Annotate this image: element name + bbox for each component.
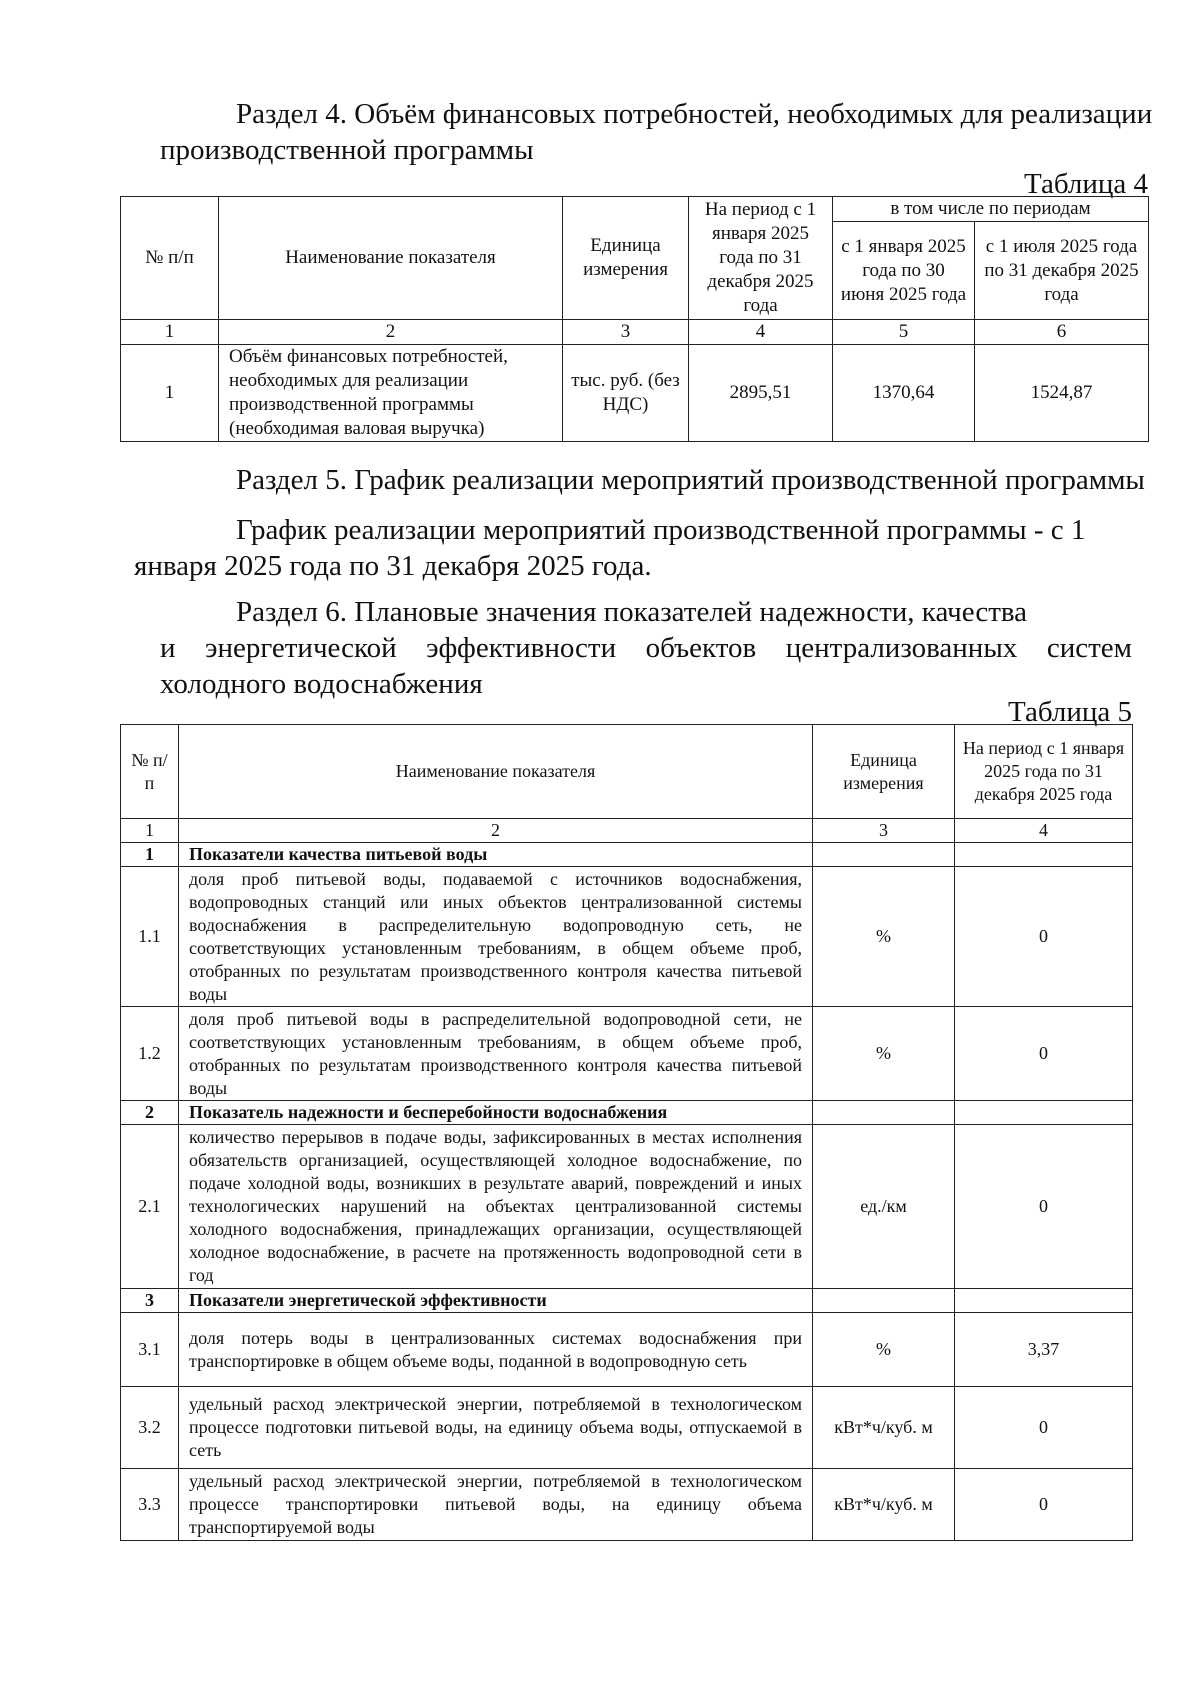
table4-caption: Таблица 4 [1023, 168, 1148, 200]
t5-row-unit: кВт*ч/куб. м [813, 1387, 955, 1469]
t5-row-name: доля проб питьевой воды, подаваемой с источников водоснабжения, водопроводных станций или иных объектов централизованной системы водоснабжения в распределительную водопроводную сеть, не соответствующих установленным требованиям, в общем объеме проб, отобранных по результатам производственного контроля качества питьевой воды [179, 867, 813, 1007]
section6-heading-line3: холодного водоснабжения [160, 668, 483, 700]
t5-row-value: 0 [955, 1007, 1133, 1101]
section4-heading-line1: Раздел 4. Объём финансовых потребностей, необходимых для реализации [236, 98, 1153, 130]
table-row [121, 345, 1149, 442]
section4-heading-line2: производственной программы [160, 134, 534, 166]
table-row [121, 1125, 1133, 1289]
t4-header-num: № п/п [121, 197, 219, 320]
section5-para-line2: января 2025 года по 31 декабря 2025 года. [134, 550, 652, 582]
table-row [121, 867, 1133, 1007]
t5-colnum: 4 [955, 819, 1133, 843]
t5-row-value: 0 [955, 1125, 1133, 1289]
t5-row-name: количество перерывов в подаче воды, зафиксированных в местах исполнения обязательств организацией, осуществляющей холодное водоснабжение, по подаче холодной воды, возникших в результате аварий, повреждений и иных технологических нарушений на объектах централизованной системы холодного водоснабжения, принадлежащих организации, осуществляющей холодное водоснабжение, в расчете на протяженность водопроводной сети в год [179, 1125, 813, 1289]
t4-colnum: 6 [975, 320, 1149, 345]
t5-row-unit: % [813, 1007, 955, 1101]
table-row [121, 1007, 1133, 1101]
t5-row-unit [813, 1101, 955, 1125]
t5-row-num: 2.1 [121, 1125, 179, 1289]
t5-row-unit [813, 1289, 955, 1313]
t4-row-unit: тыс. руб. (без НДС) [563, 345, 689, 442]
t4-colnum: 1 [121, 320, 219, 345]
t5-row-unit: кВт*ч/куб. м [813, 1469, 955, 1541]
t5-header-period: На период с 1 января 2025 года по 31 декабря 2025 года [955, 725, 1133, 819]
t4-header-p2: с 1 июля 2025 года по 31 декабря 2025 года [975, 222, 1149, 320]
t5-row-value [955, 1101, 1133, 1125]
t4-header-incl: в том числе по периодам [833, 197, 1149, 222]
t5-row-num: 2 [121, 1101, 179, 1125]
t5-colnum: 1 [121, 819, 179, 843]
t5-row-num: 1 [121, 843, 179, 867]
t4-row-num: 1 [121, 345, 219, 442]
t5-row-value [955, 843, 1133, 867]
t4-colnum: 5 [833, 320, 975, 345]
t5-row-num: 1.1 [121, 867, 179, 1007]
t4-header-name: Наименование показателя [219, 197, 563, 320]
t5-row-num: 3.2 [121, 1387, 179, 1469]
t5-row-name: доля потерь воды в централизованных системах водоснабжения при транспортировке в общем объеме воды, поданной в водопроводную сеть [179, 1313, 813, 1387]
table-row [121, 1289, 1133, 1313]
t5-row-value: 0 [955, 867, 1133, 1007]
t4-row-total: 2895,51 [689, 345, 833, 442]
t5-row-name: Показатели качества питьевой воды [179, 843, 813, 867]
t5-row-num: 3.3 [121, 1469, 179, 1541]
table5-caption: Таблица 5 [1007, 696, 1132, 728]
t5-row-name: Показатель надежности и бесперебойности водоснабжения [179, 1101, 813, 1125]
table-row [121, 1101, 1133, 1125]
section5-heading: Раздел 5. График реализации мероприятий производственной программы [236, 464, 1145, 496]
t5-row-unit: % [813, 1313, 955, 1387]
t5-row-num: 3.1 [121, 1313, 179, 1387]
t5-row-unit: % [813, 867, 955, 1007]
t5-row-value: 0 [955, 1387, 1133, 1469]
section6-heading-line2: и энергетической эффективности объектов централизованных систем [160, 632, 1132, 664]
t5-row-num: 1.2 [121, 1007, 179, 1101]
t5-row-unit [813, 843, 955, 867]
t5-header-unit: Единица измерения [813, 725, 955, 819]
t4-header-p1: с 1 января 2025 года по 30 июня 2025 года [833, 222, 975, 320]
t5-row-name: доля проб питьевой воды в распределительной водопроводной сети, не соответствующих установленным требованиям, в общем объеме проб, отобранных по результатам производственного контроля качества питьевой воды [179, 1007, 813, 1101]
t5-row-value [955, 1289, 1133, 1313]
table-5 [120, 724, 1133, 1541]
section6-heading-line1: Раздел 6. Плановые значения показателей надежности, качества [236, 596, 1028, 628]
t4-header-unit: Единица измерения [563, 197, 689, 320]
t5-colnum: 3 [813, 819, 955, 843]
table-4 [120, 196, 1149, 442]
t5-row-num: 3 [121, 1289, 179, 1313]
section5-para-line1: График реализации мероприятий производственной программы - с 1 [236, 514, 1086, 546]
table-row [121, 1469, 1133, 1541]
t5-row-value: 3,37 [955, 1313, 1133, 1387]
t5-row-value: 0 [955, 1469, 1133, 1541]
t5-header-num: № п/п [121, 725, 179, 819]
t5-row-name: удельный расход электрической энергии, потребляемой в технологическом процессе транспортировки питьевой воды, на единицу объема транспортируемой воды [179, 1469, 813, 1541]
t4-colnum: 3 [563, 320, 689, 345]
t4-colnum: 4 [689, 320, 833, 345]
t5-row-name: удельный расход электрической энергии, потребляемой в технологическом процессе подготовки питьевой воды, на единицу объема воды, отпускаемой в сеть [179, 1387, 813, 1469]
table-row [121, 1313, 1133, 1387]
t4-header-period: На период с 1 января 2025 года по 31 декабря 2025 года [689, 197, 833, 320]
t5-row-unit: ед./км [813, 1125, 955, 1289]
t4-row-p2: 1524,87 [975, 345, 1149, 442]
t4-row-name: Объём финансовых потребностей, необходимых для реализации производственной программы (необходимая валовая выручка) [219, 345, 563, 442]
t4-row-p1: 1370,64 [833, 345, 975, 442]
t5-header-name: Наименование показателя [179, 725, 813, 819]
table-row [121, 843, 1133, 867]
t4-colnum: 2 [219, 320, 563, 345]
t5-row-name: Показатели энергетической эффективности [179, 1289, 813, 1313]
t5-colnum: 2 [179, 819, 813, 843]
table-row [121, 1387, 1133, 1469]
